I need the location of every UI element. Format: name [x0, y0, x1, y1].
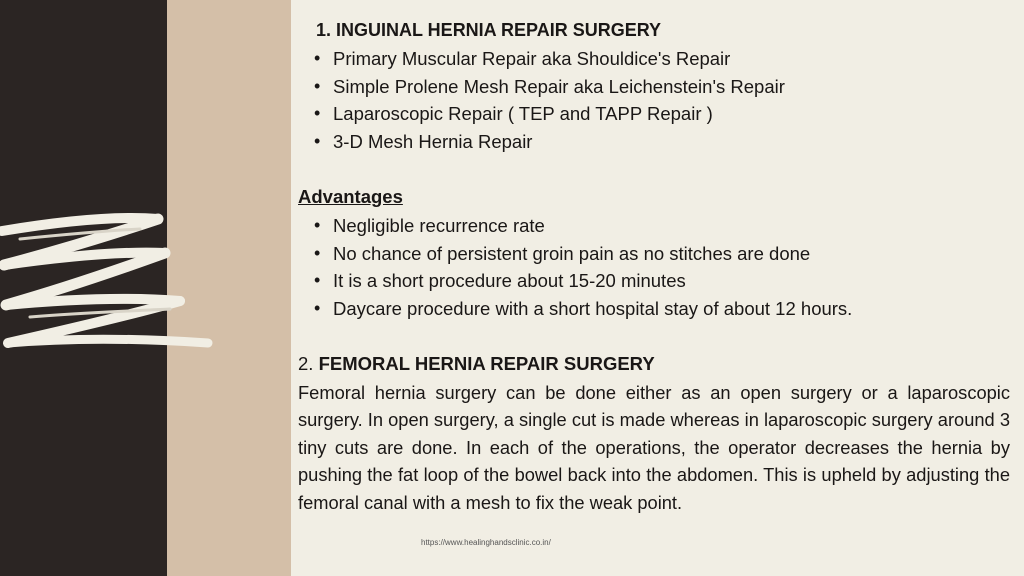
list-item: • Laparoscopic Repair ( TEP and TAPP Repair ): [298, 100, 785, 128]
footer-url: https://www.healinghandsclinic.co.in/: [421, 538, 551, 547]
list-item: • 3-D Mesh Hernia Repair: [298, 128, 785, 156]
list-item: • Daycare procedure with a short hospital stay of about 12 hours.: [298, 295, 852, 323]
list-item: • Simple Prolene Mesh Repair aka Leichenstein's Repair: [298, 73, 785, 101]
chalk-scribble-decoration: [0, 205, 215, 365]
inguinal-repair-list: [298, 45, 785, 155]
femoral-heading-title: FEMORAL HERNIA REPAIR SURGERY: [318, 353, 655, 374]
advantages-heading: Advantages: [298, 186, 403, 207]
inguinal-heading: 1. INGUINAL HERNIA REPAIR SURGERY: [316, 20, 662, 40]
list-item: • Negligible recurrence rate: [298, 212, 852, 240]
list-item: • Primary Muscular Repair aka Shouldice's Repair: [298, 45, 785, 73]
advantages-list: [298, 212, 852, 322]
femoral-heading: [298, 353, 655, 375]
femoral-heading-number: 2.: [298, 353, 314, 374]
list-item: • It is a short procedure about 15-20 minutes: [298, 267, 852, 295]
femoral-paragraph: Femoral hernia surgery can be done either as an open surgery or a laparoscopic surgery. In open surgery, a single cut is made whereas in laparoscopic surgery around 3 tiny cuts are done. In each of the operations, the operator decreases the hernia by pushing the fat loop of the bowel back into the abdomen. This is upheld by adjusting the femoral canal with a mesh to fix the weak point.: [298, 382, 1010, 513]
list-item: • No chance of persistent groin pain as no stitches are done: [298, 240, 852, 268]
